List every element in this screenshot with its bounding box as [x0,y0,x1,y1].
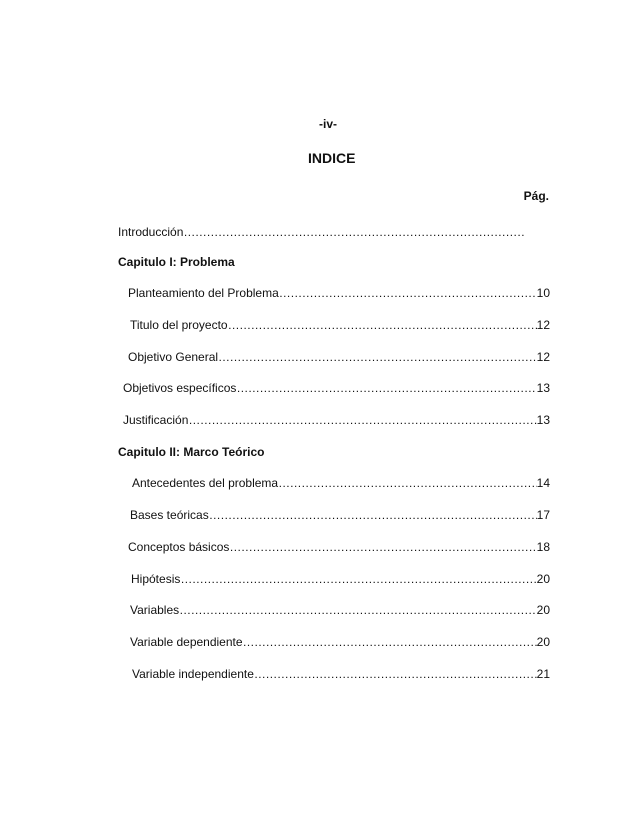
dot-leader [180,572,536,586]
toc-entry-label: Variables [130,603,180,617]
toc-entry-label: Variable independiente [132,667,254,681]
toc-entry [132,667,550,681]
toc-entry [132,476,550,490]
toc-entry [130,603,550,617]
dot-leader [243,635,537,649]
toc-entry-label: Bases teóricas [130,508,209,522]
toc-entry-label: Hipótesis [131,572,181,586]
dot-leader [254,667,537,681]
toc-entry-label: Variable dependiente [130,635,243,649]
toc-entry-page: 13 [536,381,550,395]
toc-entry [130,318,550,332]
dot-leader [228,318,537,332]
toc-entry-page: 17 [536,508,550,522]
dot-leader [279,286,537,300]
toc-entry [128,350,550,364]
toc-entry [123,381,550,395]
chapter-1-heading: Capitulo I: Problema [118,255,235,269]
toc-entry-page: 12 [536,318,550,332]
toc-entry-page: 10 [536,286,550,300]
toc-entry [128,286,550,300]
toc-entry-introduction [118,225,524,239]
toc-entry [128,540,550,554]
toc-entry-page: 20 [536,635,550,649]
toc-entry-page: 20 [536,603,550,617]
dot-leader [209,508,537,522]
toc-entry-page: 12 [536,350,550,364]
toc-entry-page: 13 [536,413,550,427]
dot-leader [218,350,537,364]
dot-leader [229,540,536,554]
index-title: INDICE [308,150,356,166]
toc-entry-label: Introducción [118,225,184,239]
toc-entry [130,635,550,649]
toc-entry-page: 14 [536,476,550,490]
page-column-label: Pág. [523,189,549,203]
toc-entry [131,572,550,586]
toc-entry-page: 20 [536,572,550,586]
toc-entry-label: Objetivos específicos [123,381,237,395]
toc-entry-label: Justificación [123,413,189,427]
chapter-2-heading: Capitulo II: Marco Teórico [118,445,265,459]
toc-entry-page: 18 [536,540,550,554]
dot-leader [188,413,536,427]
toc-entry-label: Objetivo General [128,350,219,364]
toc-entry-label: Conceptos básicos [128,540,230,554]
dot-leader [278,476,537,490]
toc-entry [130,508,550,522]
toc-entry-label: Titulo del proyecto [130,318,228,332]
dot-leader [183,225,524,239]
dot-leader [179,603,537,617]
dot-leader [236,381,536,395]
toc-entry-page: 21 [536,667,550,681]
toc-entry-label: Antecedentes del problema [132,476,279,490]
toc-entry-label: Planteamiento del Problema [128,286,279,300]
toc-entry [123,413,550,427]
page-number: -iv- [319,117,337,131]
